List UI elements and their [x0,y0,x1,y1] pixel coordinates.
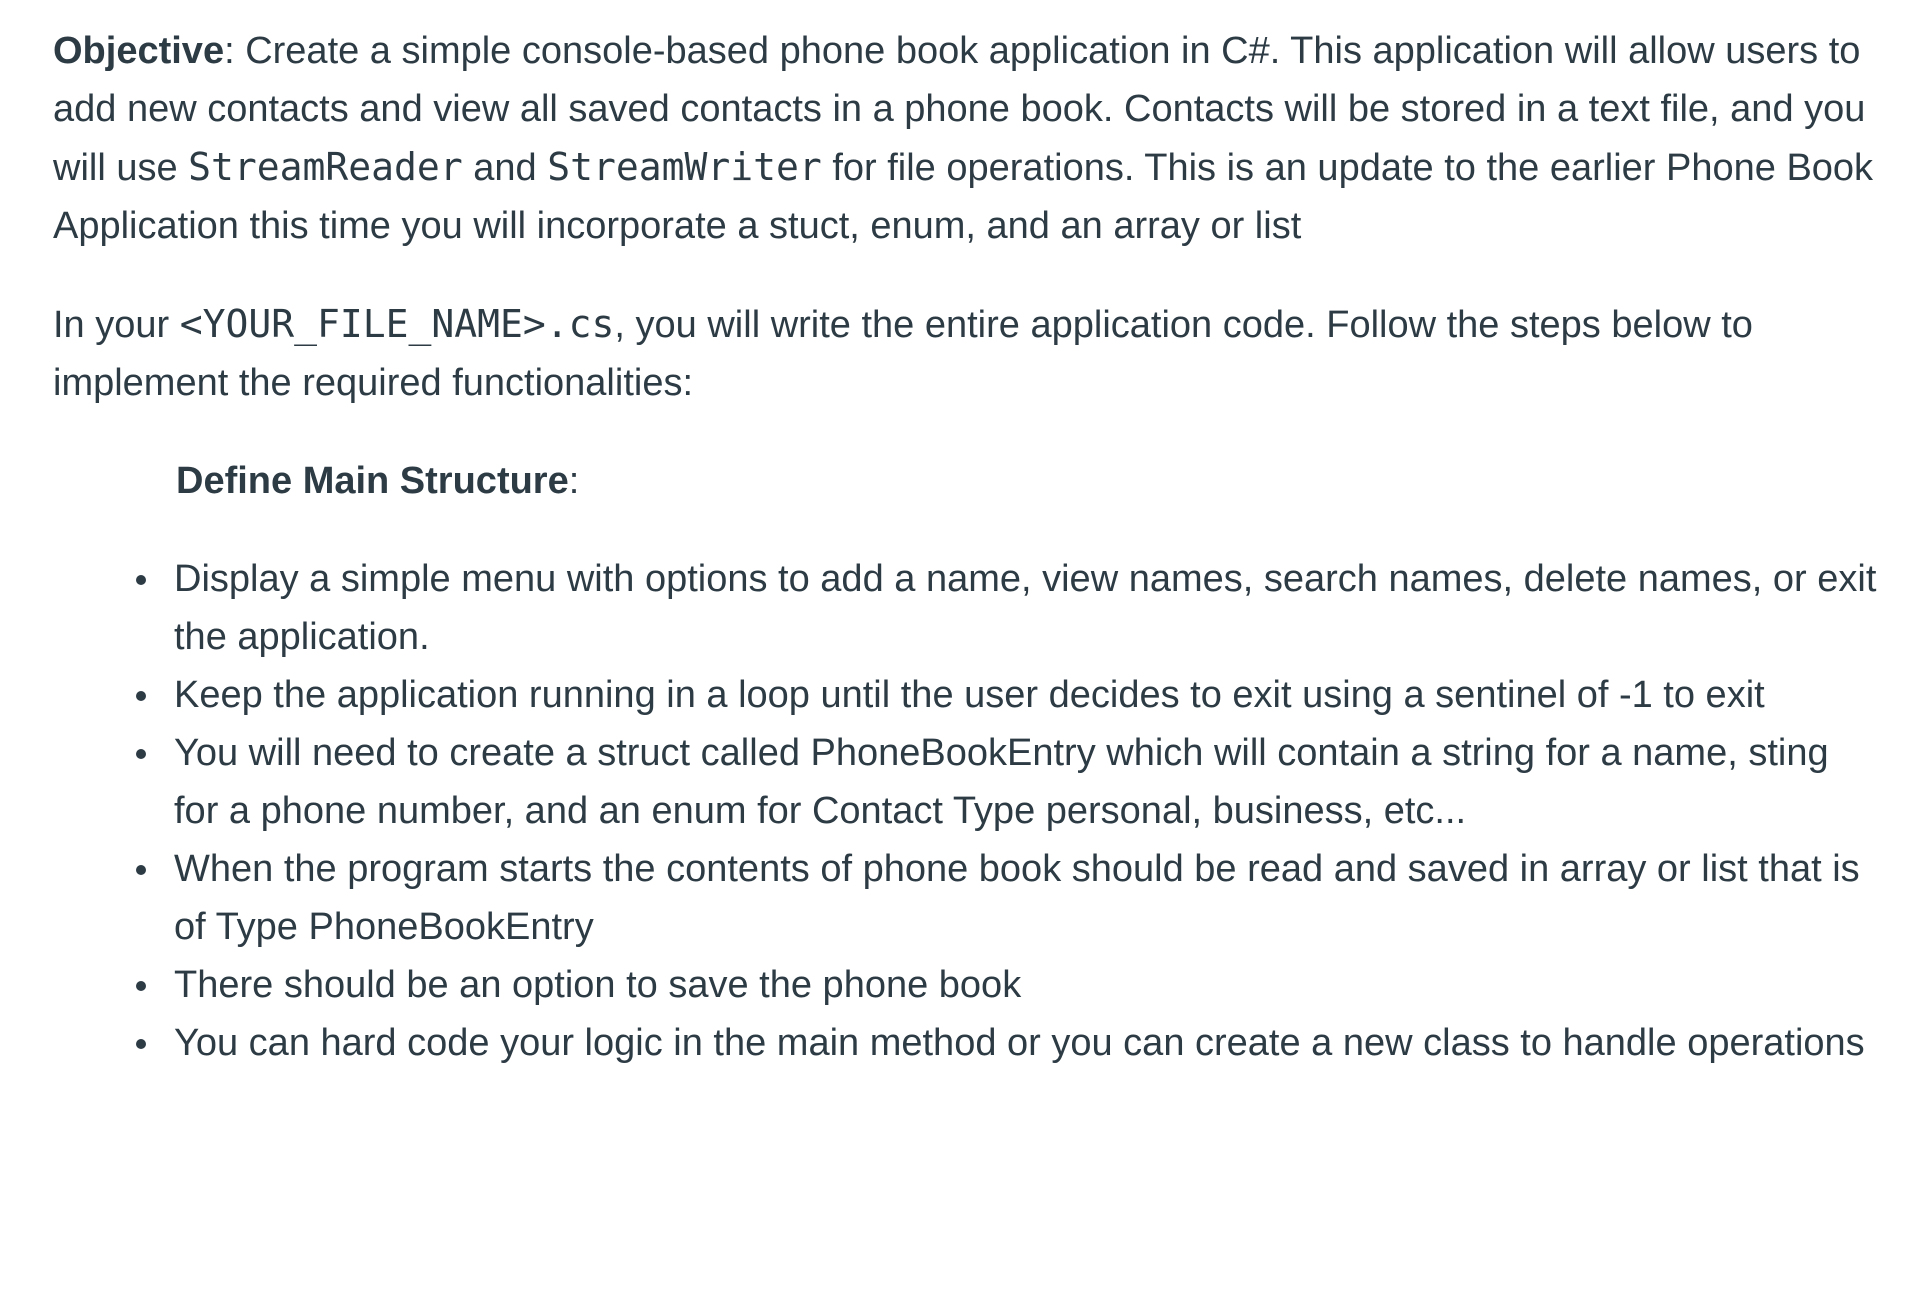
list-item-text: When the program starts the contents of phone book should be read and saved in array or list that is of Type PhoneBookEntry [174,848,1860,948]
main-structure-section [176,452,1883,510]
list-item-text: Keep the application running in a loop until the user decides to exit using a sentinel of -1 to exit [174,674,1765,716]
list-item-text: Display a simple menu with options to add a name, view names, search names, delete names, or exit the application. [174,558,1877,658]
steps-intro-paragraph [53,295,1883,412]
bullet-icon [136,691,146,701]
section-title: Define Main Structure [176,460,569,502]
list-item [174,550,1883,666]
objective-colon: : [224,30,235,72]
list-item [174,666,1883,724]
list-item-text: You will need to create a struct called PhoneBookEntry which will contain a string for a name, sting for a phone number, and an enum for Contact Type personal, business, etc... [174,732,1829,832]
list-item [174,840,1883,956]
file-name-code: <YOUR_FILE_NAME>.cs [179,302,615,346]
objective-text-1: Create a simple console-based phone book application in C#. This application will allow users to add new contacts and view all saved contacts in a phone book. Contacts will be stored in a text file, and you will use [53,30,1866,189]
requirements-list [53,550,1883,1072]
steps-intro-prefix: In your [53,304,180,346]
objective-label: Objective [53,30,225,72]
bullet-icon [136,981,146,991]
objective-and-text: and [462,147,548,189]
bullet-icon [136,749,146,759]
list-item [174,1014,1883,1072]
list-item-text: There should be an option to save the phone book [174,964,1022,1006]
list-item-text: You can hard code your logic in the main method or you can create a new class to handle operations [174,1022,1865,1064]
section-title-colon: : [568,460,580,502]
objective-text-2: for file operations. This is an update to the earlier Phone Book Application this time you will incorporate a stuct, enum, and an array or list [53,147,1874,247]
section-heading [176,452,1883,510]
list-item [174,724,1883,840]
steps-intro-suffix: , you will write the entire application code. Follow the steps below to implement the required functionalities: [53,304,1753,404]
document-body [53,22,1883,1072]
streamwriter-code: StreamWriter [547,145,822,189]
bullet-icon [136,1039,146,1049]
objective-paragraph [53,22,1883,255]
bullet-icon [136,865,146,875]
streamreader-code: StreamReader [188,145,463,189]
list-item [174,956,1883,1014]
bullet-icon [136,575,146,585]
